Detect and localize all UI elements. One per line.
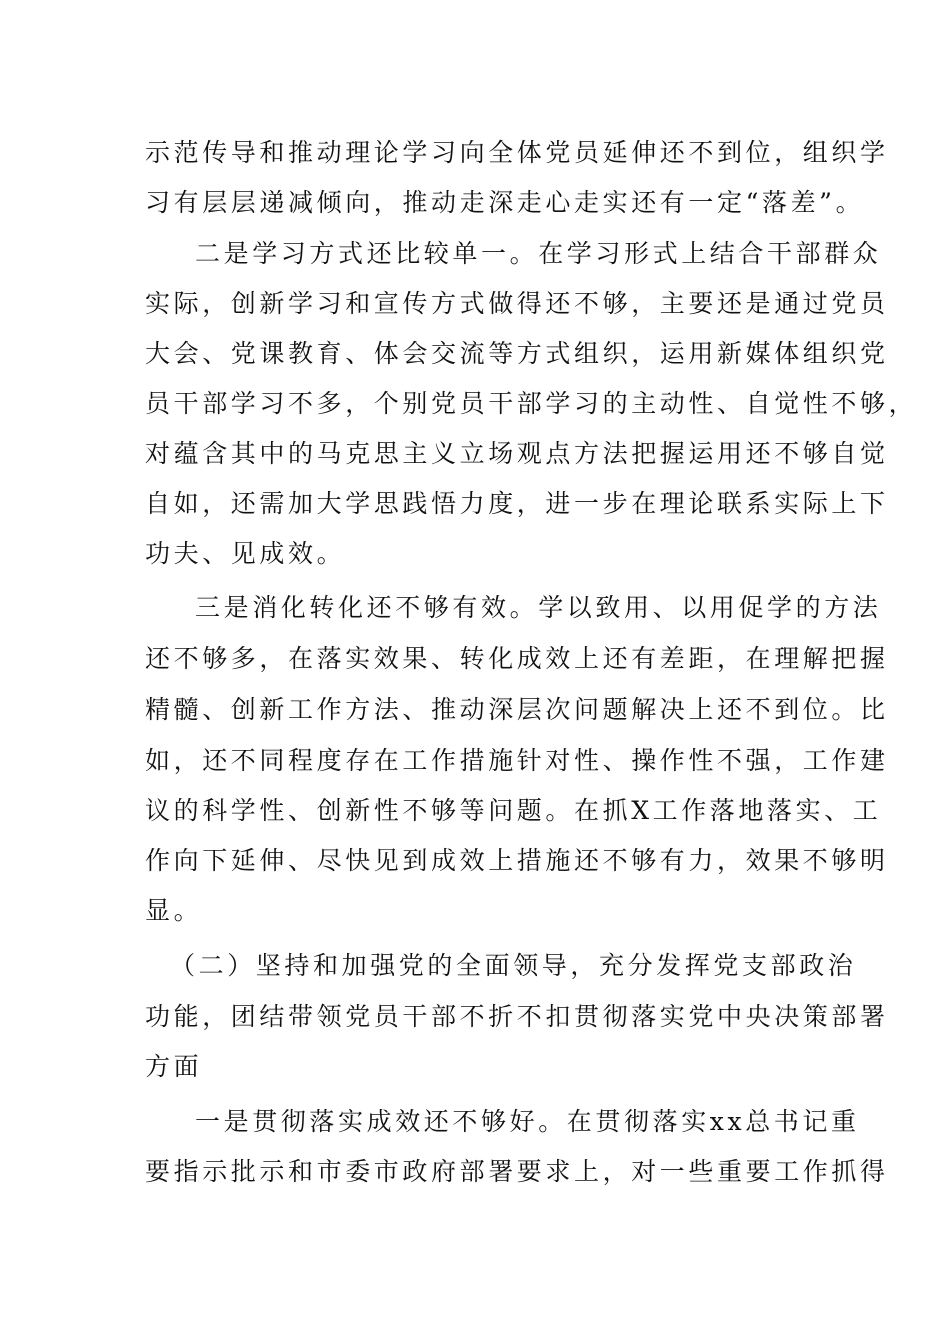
text-line-9: 功夫、见成效。 [145,539,346,568]
text-line-11: 还不够多，在落实效果、转化成效上还有差距，在理解把握 [145,644,889,673]
text-line-14: 议的科学性、创新性不够等问题。在抓X工作落地落实、工 [145,796,882,825]
text-line-12: 精髓、创新工作方法、推动深层次问题解决上还不到位。比 [145,695,889,724]
text-line-21: 要指示批示和市委市政府部署要求上，对一些重要工作抓得 [145,1157,889,1186]
text-line-4: 实际，创新学习和宣传方式做得还不够，主要还是通过党员 [145,289,889,318]
section-heading-line-2: 功能，团结带领党员干部不折不扣贯彻落实党中央决策部署 [145,1002,889,1031]
text-line-15: 作向下延伸、尽快见到成效上措施还不够有力，效果不够明 [145,846,889,875]
paragraph-4-first-line: 一是贯彻落实成效还不够好。在贯彻落实xx总书记重 [195,1107,860,1136]
text-line-13: 如，还不同程度存在工作措施针对性、操作性不强，工作建 [145,746,889,775]
section-heading-first-line: （二）坚持和加强党的全面领导，充分发挥党支部政治 [170,951,857,980]
paragraph-3-first-line: 三是消化转化还不够有效。学以致用、以用促学的方法 [195,593,882,622]
text-line-5: 大会、党课教育、体会交流等方式组织，运用新媒体组织党 [145,339,889,368]
text-line-8: 自如，还需加大学思践悟力度，进一步在理论联系实际上下 [145,489,889,518]
text-line-1: 示范传导和推动理论学习向全体党员延伸还不到位，组织学 [145,138,889,167]
paragraph-2-first-line: 二是学习方式还比较单一。在学习形式上结合干部群众 [195,239,882,268]
text-line-16: 显。 [145,896,203,925]
text-line-2: 习有层层递减倾向，推动走深走心走实还有一定“落差”。 [145,188,865,217]
text-line-7: 对蕴含其中的马克思主义立场观点方法把握运用还不够自觉 [145,439,889,468]
section-heading-line-3: 方面 [145,1052,203,1081]
text-line-6: 员干部学习不多，个别党员干部学习的主动性、自觉性不够， [145,389,918,418]
